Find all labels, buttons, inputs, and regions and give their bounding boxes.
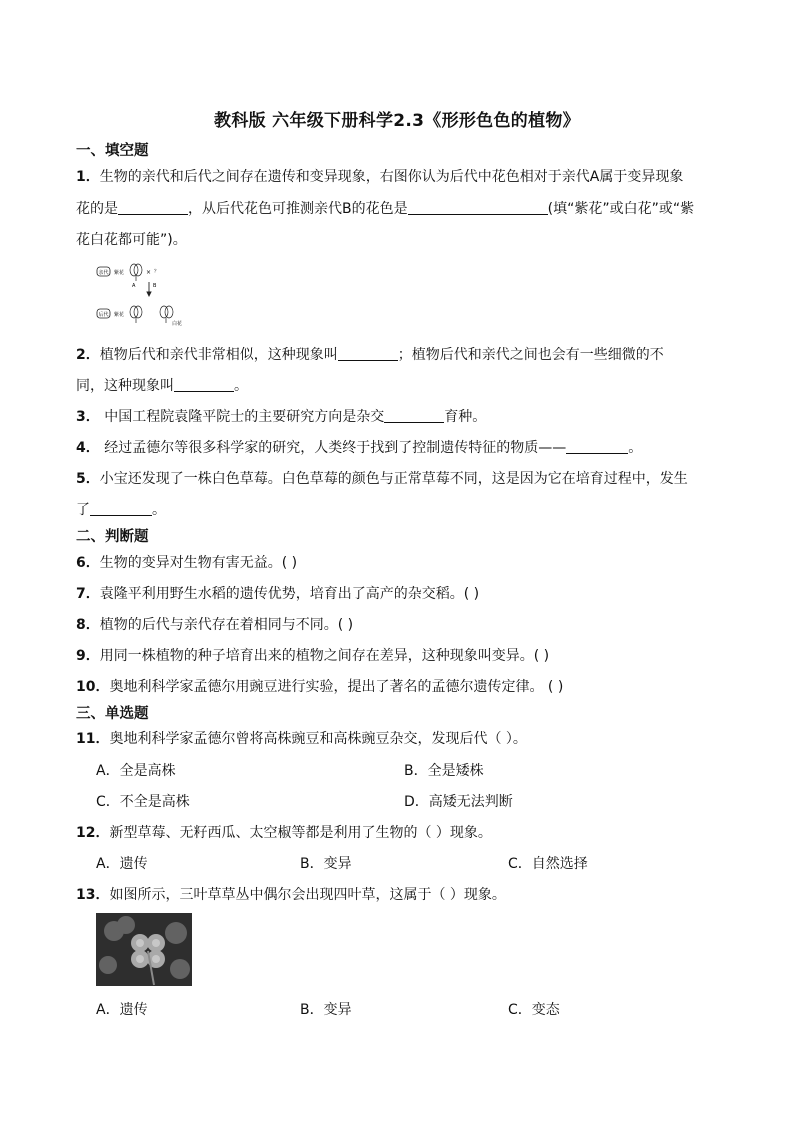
question-text: ，从后代花色可推测亲代B的花色是 xyxy=(188,201,408,217)
question-5-line-1 xyxy=(76,468,688,488)
section-true-false: 二、判断题 xyxy=(76,529,149,545)
question-number: 4． xyxy=(76,440,100,456)
answer-blank[interactable] xyxy=(338,346,398,361)
question-text: 植物的后代与亲代存在着相同与不同。( ) xyxy=(99,617,354,633)
question-7 xyxy=(76,583,479,603)
question-text: 奥地利科学家孟德尔用豌豆进行实验，提出了著名的孟德尔遗传定律。 ( ) xyxy=(109,679,564,695)
question-12 xyxy=(76,822,492,842)
clover-image xyxy=(96,913,192,986)
question-number: 1． xyxy=(76,169,100,185)
page-title: 教科版 六年级下册科学2.3《形形色色的植物》 xyxy=(214,111,580,131)
question-text: 同，这种现象叫 xyxy=(76,378,174,394)
question-number: 5． xyxy=(76,471,100,487)
question-text: 生物的变异对生物有害无益。( ) xyxy=(99,555,298,571)
offspring-tag: 后代 xyxy=(98,312,109,318)
option-c[interactable]: C．变态 xyxy=(508,1002,560,1018)
question-number: 7． xyxy=(76,586,100,602)
question-text: ；植物后代和亲代之间也会有一些细微的不 xyxy=(397,347,664,363)
cross-symbol: × xyxy=(146,269,152,276)
question-text: 用同一株植物的种子培育出来的植物之间存在差异，这种现象叫变异。( ) xyxy=(99,648,550,664)
question-text: 了 xyxy=(76,502,90,518)
answer-blank[interactable] xyxy=(566,439,628,454)
question-text: 袁隆平利用野生水稻的遗传优势，培育出了高产的杂交稻。( ) xyxy=(99,586,480,602)
question-text: 奥地利科学家孟德尔曾将高株豌豆和高株豌豆杂交，发现后代（ ）。 xyxy=(109,731,527,747)
question-text: 小宝还发现了一株白色草莓。白色草莓的颜色与正常草莓不同，这是因为它在培育过程中，发生 xyxy=(99,471,688,487)
question-number: 11． xyxy=(76,731,110,747)
section-single-choice: 三、单选题 xyxy=(76,706,149,722)
question-text: 经过孟德尔等很多科学家的研究，人类终于找到了控制遗传特征的物质—— xyxy=(99,440,567,456)
unknown-symbol: ？ xyxy=(154,269,160,275)
question-1-line-3 xyxy=(76,229,187,249)
question-1-line-2 xyxy=(76,198,694,218)
option-b[interactable]: B．变异 xyxy=(300,1002,352,1018)
question-3 xyxy=(76,406,486,426)
question-text: (填“紫花”或白花”或“紫 xyxy=(547,201,695,217)
question-number: 12． xyxy=(76,825,110,841)
question-9 xyxy=(76,645,549,665)
question-number: 9． xyxy=(76,648,100,664)
arrow-down-icon xyxy=(147,282,151,296)
offspring-label-white: 白花 xyxy=(172,321,183,327)
question-8 xyxy=(76,614,353,634)
inheritance-diagram xyxy=(96,262,196,330)
option-a[interactable]: A．全是高株 xyxy=(96,763,176,779)
parent-a-label: A xyxy=(132,283,136,289)
option-a[interactable]: A．遗传 xyxy=(96,1002,148,1018)
question-13 xyxy=(76,884,506,904)
parent-b-label: B xyxy=(153,283,157,289)
question-6 xyxy=(76,552,297,572)
option-c[interactable]: C．不全是高株 xyxy=(96,794,190,810)
option-d[interactable]: D．高矮无法判断 xyxy=(404,794,513,810)
answer-blank[interactable] xyxy=(384,408,444,423)
offspring-label-purple: 紫花 xyxy=(114,312,125,318)
answer-blank[interactable] xyxy=(174,377,234,392)
four-leaf-clover-photo xyxy=(96,913,192,986)
parent-tag: 亲代 xyxy=(98,270,109,276)
question-10 xyxy=(76,676,563,696)
flower-icon xyxy=(130,306,142,323)
question-text: 新型草莓、无籽西瓜、太空椒等都是利用了生物的（ ）现象。 xyxy=(109,825,492,841)
question-number: 2． xyxy=(76,347,100,363)
flower-icon xyxy=(130,264,142,281)
question-5-line-2 xyxy=(76,499,166,519)
option-a[interactable]: A．遗传 xyxy=(96,856,148,872)
option-c[interactable]: C．自然选择 xyxy=(508,856,588,872)
question-number: 13． xyxy=(76,887,110,903)
question-number: 3． xyxy=(76,409,100,425)
parent-label: 紫花 xyxy=(114,270,125,276)
answer-blank[interactable] xyxy=(118,200,188,215)
offspring-row xyxy=(97,306,182,327)
parent-row xyxy=(97,264,159,289)
question-number: 6． xyxy=(76,555,100,571)
option-b[interactable]: B．全是矮株 xyxy=(404,763,484,779)
question-text: 花的是 xyxy=(76,201,118,217)
question-text: 。 xyxy=(628,440,643,456)
option-b[interactable]: B．变异 xyxy=(300,856,352,872)
question-text: 如图所示，三叶草草丛中偶尔会出现四叶草，这属于（ ）现象。 xyxy=(109,887,506,903)
question-4 xyxy=(76,437,642,457)
question-2-line-2 xyxy=(76,375,248,395)
question-text: 。 xyxy=(234,378,248,394)
question-text: 育种。 xyxy=(444,409,487,425)
question-number: 10． xyxy=(76,679,110,695)
question-text: 花白花都可能”)。 xyxy=(76,232,187,248)
question-text: 。 xyxy=(152,502,166,518)
question-1-line-1 xyxy=(76,166,683,186)
question-text: 生物的亲代和后代之间存在遗传和变异现象，右图你认为后代中花色相对于亲代A属于变异现象 xyxy=(99,169,684,185)
question-text: 植物后代和亲代非常相似，这种现象叫 xyxy=(99,347,338,363)
answer-blank[interactable] xyxy=(90,501,152,516)
question-2-line-1 xyxy=(76,344,664,364)
answer-blank[interactable] xyxy=(408,200,548,215)
question-number: 8． xyxy=(76,617,100,633)
question-text: 中国工程院袁隆平院士的主要研究方向是杂交 xyxy=(99,409,385,425)
section-fill-in: 一、填空题 xyxy=(76,143,149,159)
question-11 xyxy=(76,728,527,748)
